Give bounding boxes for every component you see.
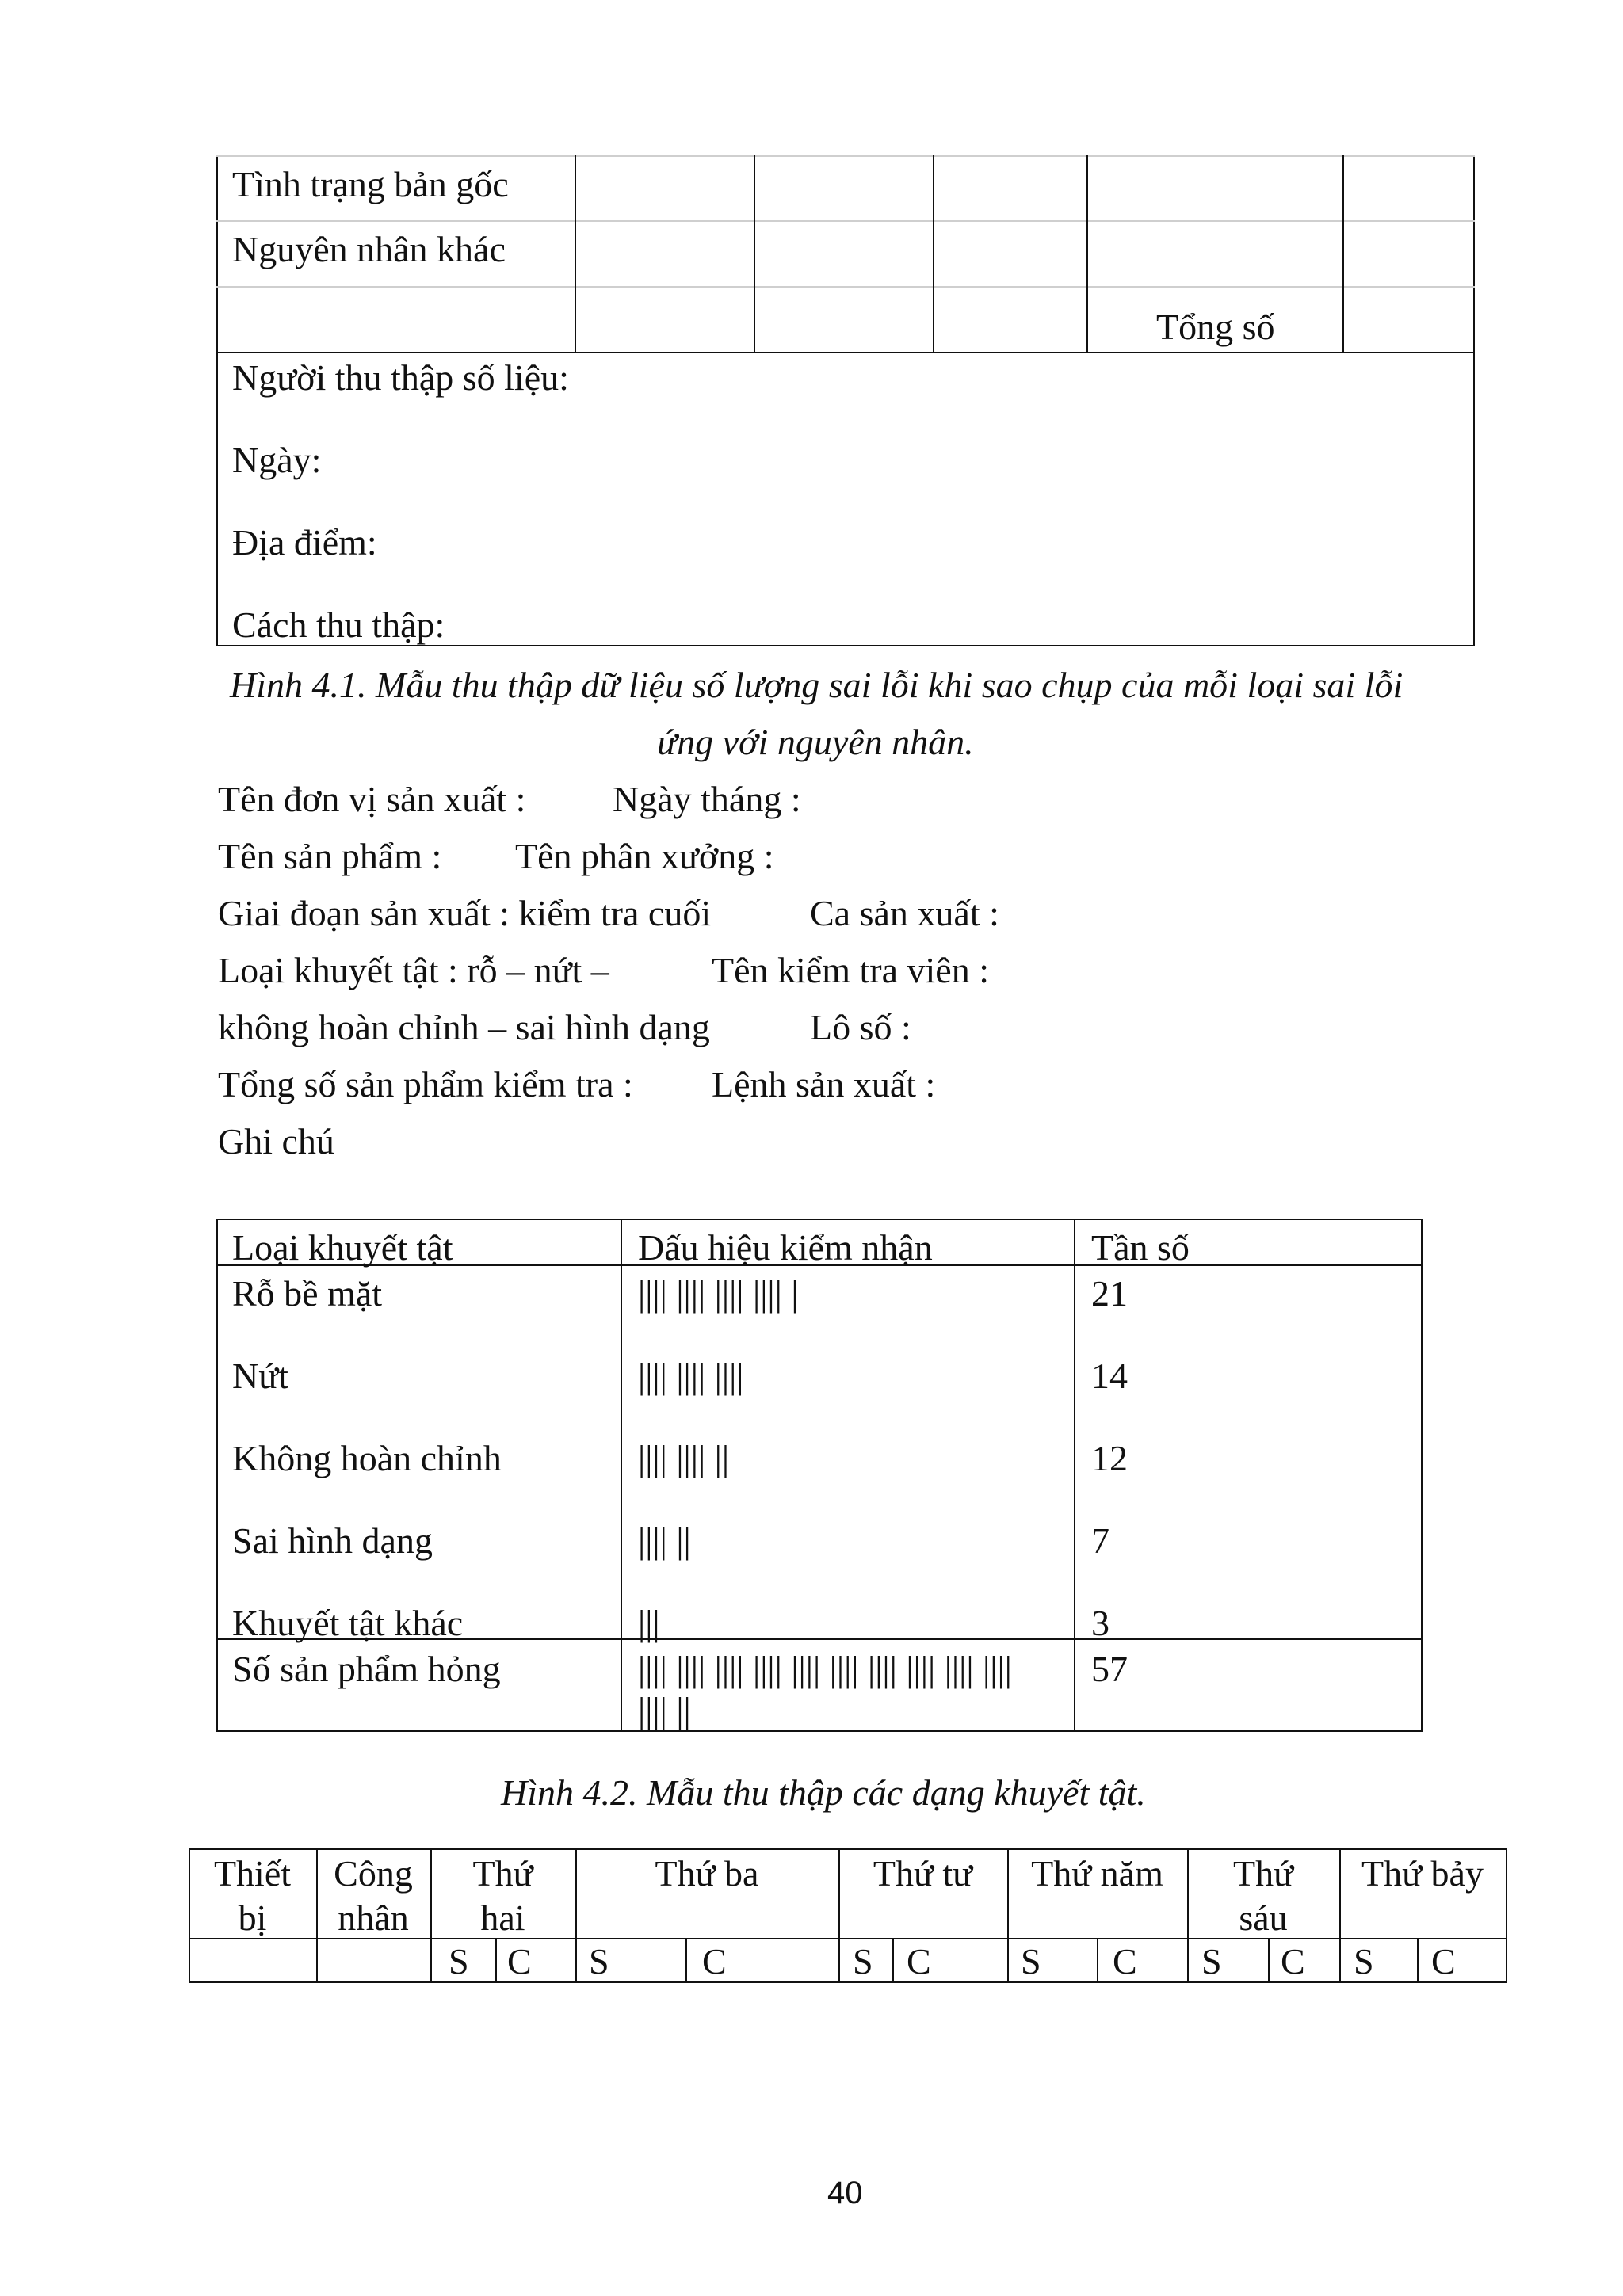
production-order-label: Lệnh sản xuất :	[712, 1064, 936, 1104]
header-friday: Thứ sáu	[1232, 1853, 1294, 1938]
inspector-label: Tên kiểm tra viên :	[712, 950, 989, 990]
shift-c-tue: C	[702, 1941, 727, 1981]
cause-table	[216, 155, 1475, 646]
unit-name-label: Tên đơn vị sản xuất :	[218, 779, 526, 819]
total-frequency-cell: 57	[1091, 1649, 1128, 1689]
shift-s-fri: S	[1201, 1941, 1222, 1981]
total-label: Tổng số	[1156, 307, 1275, 347]
stage-label: Giai đoạn sản xuất : kiểm tra cuối	[218, 893, 712, 933]
date-field-label: Ngày tháng :	[613, 779, 801, 819]
defect-type-cell: Nứt	[232, 1356, 288, 1396]
collector-label: Người thu thập số liệu:	[232, 357, 569, 398]
shift-s-tue: S	[589, 1941, 609, 1981]
frequency-cell: 12	[1091, 1438, 1128, 1478]
header-tally: Dấu hiệu kiểm nhận	[638, 1227, 933, 1268]
row-label-other-cause: Nguyên nhân khác	[232, 229, 506, 269]
header-equipment: Thiết bị	[213, 1853, 292, 1938]
defect-type-cell: Rỗ bề mặt	[232, 1273, 383, 1314]
lot-label: Lô số :	[810, 1007, 911, 1047]
shift-c-wed: C	[907, 1941, 931, 1981]
header-wednesday: Thứ tư	[873, 1853, 973, 1894]
total-inspected-label: Tổng số sản phẩm kiểm tra :	[218, 1064, 633, 1104]
defect-type-cell: Sai hình dạng	[232, 1520, 433, 1561]
tally-cell: |||| |||| ||||	[638, 1356, 744, 1396]
header-frequency: Tần số	[1091, 1227, 1190, 1268]
shift-s-wed: S	[853, 1941, 873, 1981]
location-label: Địa điểm:	[232, 522, 377, 563]
defect-tally-table	[216, 1219, 1423, 1732]
notes-label: Ghi chú	[218, 1121, 334, 1161]
header-worker: Công nhân	[334, 1853, 413, 1938]
method-label: Cách thu thập:	[232, 605, 445, 645]
defect-type-label: Loại khuyết tật : rỗ – nứt –	[218, 950, 609, 990]
defect-type-cell: Không hoàn chỉnh	[232, 1438, 502, 1478]
shift-s-thu: S	[1021, 1941, 1041, 1981]
header-defect-type: Loại khuyết tật	[232, 1227, 453, 1268]
tally-cell: |||| |||| |||| |||| |	[638, 1273, 799, 1314]
header-tuesday: Thứ ba	[655, 1853, 759, 1894]
frequency-cell: 21	[1091, 1273, 1128, 1314]
row-label-original-condition: Tình trạng bản gốc	[232, 164, 509, 204]
weekly-check-table	[189, 1848, 1507, 1983]
figure-caption-4-1-line2: ứng với nguyên nhân.	[657, 722, 974, 762]
header-thursday: Thứ năm	[1031, 1853, 1163, 1894]
tally-cell-cont: |||| ||	[638, 1690, 691, 1730]
product-name-label: Tên sản phẩm :	[218, 836, 442, 876]
shift-label: Ca sản xuất :	[810, 893, 999, 933]
frequency-cell: 3	[1091, 1603, 1109, 1643]
frequency-cell: 7	[1091, 1520, 1109, 1561]
defect-type-cont: không hoàn chỉnh – sai hình dạng	[218, 1007, 710, 1047]
shift-s-mon: S	[449, 1941, 469, 1981]
tally-cell: |||	[638, 1603, 660, 1643]
shift-c-mon: C	[507, 1941, 532, 1981]
figure-caption-4-2: Hình 4.2. Mẫu thu thập các dạng khuyết tật.	[501, 1772, 1146, 1813]
frequency-cell: 14	[1091, 1356, 1128, 1396]
total-defects-label: Số sản phẩm hỏng	[232, 1649, 501, 1689]
defect-type-cell: Khuyết tật khác	[232, 1603, 464, 1643]
shift-c-thu: C	[1113, 1941, 1137, 1981]
header-monday: Thứ hai	[472, 1853, 533, 1938]
tally-cell: |||| ||	[638, 1520, 691, 1561]
tally-cell: |||| |||| ||	[638, 1438, 730, 1478]
tally-cell: |||| |||| |||| |||| |||| |||| |||| |||| |||| ||||	[638, 1649, 1012, 1689]
header-saturday: Thứ bảy	[1361, 1853, 1484, 1894]
page-number: 40	[827, 2176, 863, 2210]
figure-caption-4-1: Hình 4.1. Mẫu thu thập dữ liệu số lượng sai lỗi khi sao chụp của mỗi loại sai lỗi	[230, 665, 1403, 705]
shift-c-sat: C	[1431, 1941, 1456, 1981]
date-label: Ngày:	[232, 440, 322, 480]
workshop-label: Tên phân xưởng :	[515, 836, 774, 876]
shift-s-sat: S	[1354, 1941, 1374, 1981]
shift-c-fri: C	[1281, 1941, 1305, 1981]
